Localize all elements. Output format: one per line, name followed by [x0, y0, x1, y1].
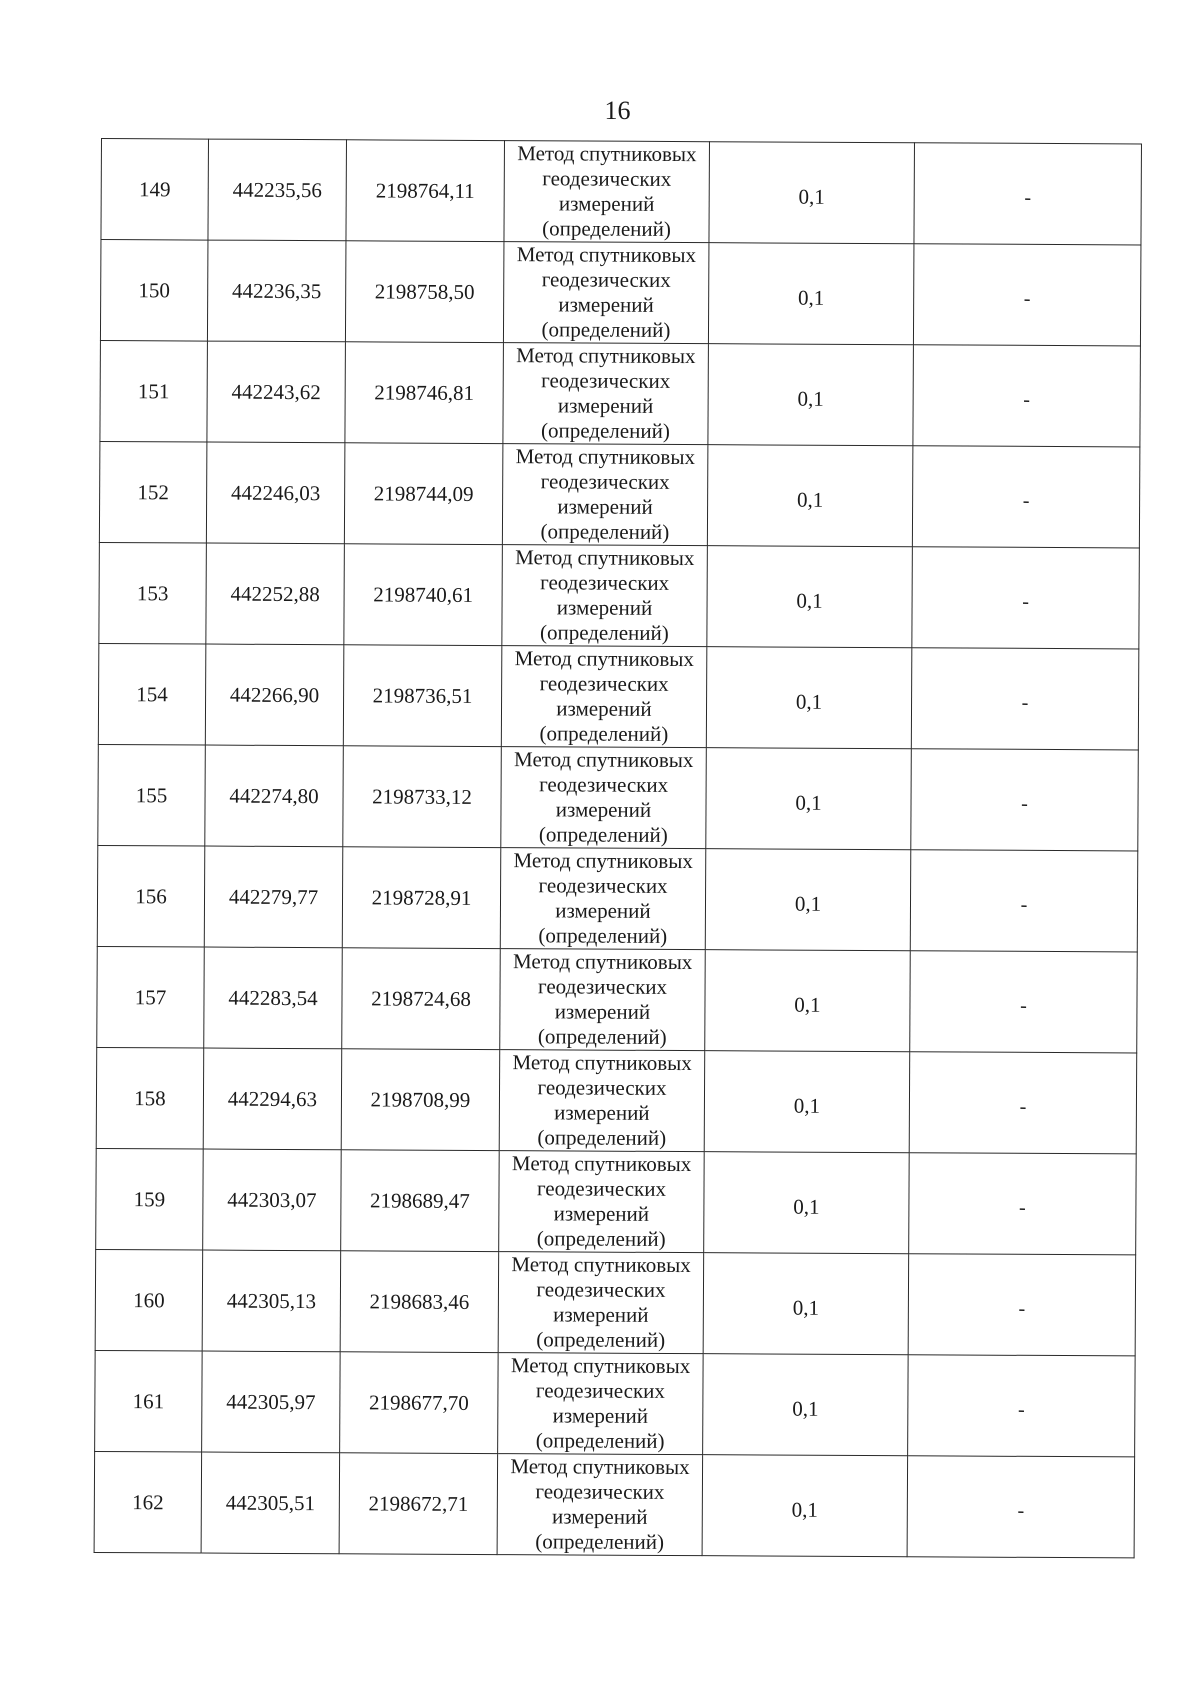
y-coordinate-cell: [343, 645, 502, 747]
y-coordinate-cell: [342, 948, 501, 1050]
method-line: геодезических: [537, 1075, 667, 1100]
method-cell: [499, 1050, 705, 1152]
x-coordinate-cell: [207, 341, 346, 443]
method-line: геодезических: [535, 1378, 666, 1403]
description-cell: [911, 648, 1139, 750]
point-number-cell: [97, 845, 205, 947]
method-line: измерений: [555, 898, 651, 923]
method-line: (определений): [541, 317, 671, 342]
method-line: Метод спутниковых: [517, 141, 697, 167]
point-number-cell-text: 149: [138, 176, 171, 201]
y-coordinate-cell: [344, 443, 503, 545]
y-coordinate-cell-text: 2198677,70: [368, 1389, 469, 1415]
point-number-cell: [95, 1350, 203, 1452]
description-cell-text: -: [1017, 1499, 1025, 1522]
y-coordinate-cell-text: 2198758,50: [374, 278, 475, 304]
accuracy-cell: [704, 1152, 910, 1254]
method-line: (определений): [536, 1226, 666, 1251]
y-coordinate-cell: [343, 746, 502, 848]
point-number-cell: [94, 1451, 202, 1553]
method-line: (определений): [535, 1428, 665, 1453]
description-cell-text: -: [1019, 1196, 1026, 1219]
description-cell: [913, 244, 1141, 346]
accuracy-cell-text: 0,1: [794, 992, 821, 1017]
method-line: измерений: [558, 292, 654, 317]
y-coordinate-cell-text: 2198736,51: [372, 682, 473, 708]
description-cell-text: -: [1018, 1297, 1026, 1320]
x-coordinate-cell-text: 442252,88: [230, 581, 320, 606]
method-line: (определений): [539, 620, 669, 645]
accuracy-cell-text: 0,1: [791, 1497, 819, 1522]
description-cell-text: -: [1020, 893, 1028, 916]
table-row: [100, 240, 1141, 346]
method-line: измерений: [553, 1302, 649, 1327]
description-cell-text: -: [1021, 691, 1029, 714]
point-number-cell: [97, 946, 205, 1048]
method-line: геодезических: [536, 1176, 667, 1201]
method-cell: [498, 1353, 704, 1455]
y-coordinate-cell-text: 2198740,61: [373, 581, 474, 607]
method-line: Метод спутниковых: [514, 747, 694, 773]
x-coordinate-cell-text: 442246,03: [230, 480, 321, 505]
description-cell-text: -: [1024, 186, 1032, 209]
method-line: Метод спутниковых: [515, 444, 696, 470]
x-coordinate-cell: [203, 1149, 342, 1251]
method-line: геодезических: [540, 469, 670, 494]
method-line: Метод спутниковых: [510, 1454, 690, 1480]
x-coordinate-cell-text: 442274,80: [229, 783, 319, 808]
accuracy-cell: [706, 748, 912, 850]
y-coordinate-cell-text: 2198683,46: [369, 1288, 470, 1314]
table-row: [97, 845, 1138, 951]
point-number-cell: [101, 139, 209, 241]
method-line: измерений: [554, 1100, 650, 1125]
point-number-cell-text: 159: [133, 1186, 166, 1211]
method-line: Метод спутниковых: [511, 1252, 691, 1278]
method-cell: [499, 1151, 705, 1253]
point-number-cell: [100, 240, 208, 342]
x-coordinate-cell-text: 442303,07: [227, 1187, 317, 1212]
point-number-cell-text: 154: [136, 681, 168, 706]
y-coordinate-cell-text: 2198746,81: [374, 379, 475, 405]
y-coordinate-cell-text: 2198728,91: [371, 884, 472, 910]
x-coordinate-cell: [206, 442, 345, 544]
y-coordinate-cell-text: 2198708,99: [370, 1086, 471, 1112]
accuracy-cell-text: 0,1: [792, 1295, 820, 1320]
x-coordinate-cell-text: 442305,97: [226, 1389, 316, 1414]
method-cell: [502, 444, 708, 546]
x-coordinate-cell: [207, 240, 346, 342]
accuracy-cell: [706, 647, 912, 749]
accuracy-cell: [703, 1253, 909, 1355]
x-coordinate-cell: [203, 1048, 342, 1150]
point-number-cell-text: 160: [133, 1287, 165, 1312]
method-line: измерений: [552, 1403, 649, 1428]
x-coordinate-cell-text: 442305,51: [225, 1490, 316, 1515]
method-line: Метод спутниковых: [515, 545, 695, 571]
method-line: Метод спутниковых: [516, 343, 696, 369]
point-number-cell-text: 152: [137, 479, 169, 504]
point-number-cell-text: 157: [134, 984, 167, 1009]
description-cell: [908, 1254, 1136, 1356]
accuracy-cell: [709, 142, 915, 244]
table-row: [98, 643, 1139, 749]
point-number-cell: [99, 441, 207, 543]
accuracy-cell-text: 0,1: [797, 386, 824, 411]
description-cell: [910, 951, 1138, 1053]
y-coordinate-cell-text: 2198672,71: [368, 1490, 469, 1516]
table-row: [99, 441, 1140, 547]
accuracy-cell-text: 0,1: [792, 1396, 819, 1421]
x-coordinate-cell-text: 442279,77: [228, 884, 319, 909]
description-cell: [912, 446, 1140, 548]
description-cell: [910, 850, 1138, 952]
method-line: измерений: [558, 191, 655, 216]
accuracy-cell-text: 0,1: [796, 487, 824, 512]
coordinates-sheet: [94, 138, 1142, 1558]
description-cell: [912, 547, 1140, 649]
method-line: измерений: [555, 797, 652, 822]
accuracy-cell-text: 0,1: [794, 891, 822, 916]
point-number-cell-text: 150: [138, 277, 171, 302]
point-number-cell: [98, 643, 206, 745]
x-coordinate-cell: [201, 1452, 340, 1554]
method-line: (определений): [537, 1125, 667, 1150]
accuracy-cell: [704, 1051, 910, 1153]
point-number-cell: [100, 340, 208, 442]
accuracy-cell: [708, 344, 914, 446]
accuracy-cell: [707, 546, 913, 648]
method-line: Метод спутниковых: [512, 1050, 692, 1076]
y-coordinate-cell-text: 2198689,47: [370, 1187, 470, 1213]
accuracy-cell: [703, 1354, 909, 1456]
description-cell-text: -: [1023, 287, 1031, 310]
point-number-cell-text: 158: [134, 1085, 166, 1110]
method-cell: [503, 242, 709, 344]
description-cell-text: -: [1022, 489, 1030, 512]
coordinates-table-body: [94, 139, 1141, 1558]
method-line: геодезических: [537, 974, 668, 999]
x-coordinate-cell: [202, 1250, 341, 1352]
method-line: (определений): [538, 822, 668, 847]
method-cell: [504, 141, 710, 243]
method-line: геодезических: [539, 772, 669, 797]
accuracy-cell-text: 0,1: [795, 790, 822, 815]
method-line: (определений): [536, 1327, 666, 1352]
table-row: [95, 1350, 1136, 1456]
method-cell: [497, 1454, 703, 1556]
description-cell-text: -: [1020, 994, 1027, 1017]
table-row: [99, 542, 1140, 648]
table-row: [94, 1451, 1135, 1557]
y-coordinate-cell: [339, 1453, 498, 1555]
point-number-cell-text: 155: [135, 782, 168, 807]
y-coordinate-cell: [346, 140, 505, 242]
description-cell-text: -: [1023, 388, 1031, 411]
table-row: [101, 139, 1142, 245]
description-cell: [908, 1355, 1136, 1457]
method-line: Метод спутниковых: [512, 949, 693, 975]
y-coordinate-cell: [340, 1251, 499, 1353]
accuracy-cell-text: 0,1: [797, 285, 825, 310]
method-line: измерений: [557, 393, 654, 418]
method-line: Метод спутниковых: [514, 646, 694, 672]
method-cell: [498, 1252, 704, 1354]
x-coordinate-cell-text: 442266,90: [229, 682, 320, 707]
page-number: 16: [604, 96, 631, 125]
x-coordinate-cell: [205, 644, 344, 746]
accuracy-cell: [705, 950, 911, 1052]
point-number-cell-text: 162: [132, 1489, 164, 1514]
point-number-cell: [96, 1047, 204, 1149]
table-row: [96, 1047, 1137, 1153]
method-line: (определений): [538, 923, 668, 948]
table-row: [98, 744, 1139, 850]
method-cell: [501, 646, 707, 748]
method-line: (определений): [540, 519, 670, 544]
x-coordinate-cell-text: 442235,56: [232, 177, 322, 202]
method-line: геодезических: [538, 873, 668, 898]
y-coordinate-cell: [341, 1049, 500, 1151]
method-line: геодезических: [535, 1479, 665, 1504]
description-cell-text: -: [1017, 1398, 1025, 1421]
x-coordinate-cell: [206, 543, 345, 645]
y-coordinate-cell-text: 2198733,12: [372, 783, 472, 809]
accuracy-cell-text: 0,1: [793, 1093, 821, 1118]
description-cell-text: -: [1019, 1095, 1027, 1118]
method-line: геодезических: [536, 1277, 666, 1302]
table-row: [96, 1148, 1137, 1254]
x-coordinate-cell: [202, 1351, 341, 1453]
accuracy-cell-text: 0,1: [793, 1194, 820, 1219]
method-line: геодезических: [541, 267, 671, 292]
description-cell-text: -: [1021, 792, 1028, 815]
method-cell: [503, 343, 709, 445]
point-number-cell-text: 151: [137, 378, 170, 403]
description-cell: [909, 1153, 1137, 1255]
y-coordinate-cell-text: 2198764,11: [375, 177, 475, 203]
x-coordinate-cell: [208, 139, 347, 241]
y-coordinate-cell: [345, 241, 504, 343]
accuracy-cell: [707, 445, 913, 547]
accuracy-cell-text: 0,1: [796, 588, 823, 613]
point-number-cell-text: 161: [132, 1388, 165, 1413]
x-coordinate-cell: [205, 745, 344, 847]
method-line: Метод спутниковых: [513, 848, 693, 874]
y-coordinate-cell: [341, 1150, 500, 1252]
method-line: измерений: [554, 999, 651, 1024]
x-coordinate-cell-text: 442243,62: [231, 379, 321, 404]
accuracy-cell-text: 0,1: [798, 184, 825, 209]
accuracy-cell: [702, 1455, 908, 1557]
method-line: измерений: [557, 494, 653, 519]
method-line: Метод спутниковых: [510, 1353, 691, 1379]
y-coordinate-cell-text: 2198724,68: [371, 985, 471, 1011]
method-line: (определений): [535, 1529, 665, 1554]
point-number-cell: [99, 542, 207, 644]
y-coordinate-cell: [340, 1352, 499, 1454]
point-number-cell-text: 156: [135, 883, 167, 908]
x-coordinate-cell: [204, 947, 343, 1049]
method-line: Метод спутниковых: [511, 1151, 692, 1177]
method-line: измерений: [556, 595, 653, 620]
y-coordinate-cell: [345, 342, 504, 444]
table-row: [97, 946, 1138, 1052]
method-line: измерений: [552, 1504, 648, 1529]
description-cell: [907, 1456, 1135, 1558]
method-line: измерений: [556, 696, 652, 721]
point-number-cell: [95, 1249, 203, 1351]
accuracy-cell: [708, 243, 914, 345]
method-line: (определений): [541, 418, 670, 443]
point-number-cell-text: 153: [136, 580, 169, 605]
y-coordinate-cell-text: 2198744,09: [373, 480, 474, 506]
y-coordinate-cell: [342, 847, 501, 949]
accuracy-cell-text: 0,1: [795, 689, 823, 714]
x-coordinate-cell-text: 442236,35: [232, 278, 322, 303]
method-line: (определений): [537, 1024, 667, 1049]
method-line: геодезических: [540, 570, 670, 595]
method-cell: [500, 848, 706, 950]
accuracy-cell: [705, 849, 911, 951]
point-number-cell: [98, 744, 206, 846]
y-coordinate-cell: [344, 544, 503, 646]
method-cell: [501, 747, 707, 849]
point-number-cell: [96, 1148, 204, 1250]
method-line: Метод спутниковых: [516, 242, 697, 268]
x-coordinate-cell-text: 442305,13: [226, 1288, 317, 1313]
description-cell: [909, 1052, 1137, 1154]
x-coordinate-cell-text: 442283,54: [228, 985, 318, 1010]
x-coordinate-cell-text: 442294,63: [227, 1086, 318, 1111]
method-line: измерений: [553, 1201, 650, 1226]
description-cell: [911, 749, 1139, 851]
method-cell: [502, 545, 708, 647]
method-line: геодезических: [542, 166, 672, 191]
description-cell: [914, 143, 1142, 245]
method-line: (определений): [542, 216, 671, 241]
description-cell-text: -: [1022, 590, 1029, 613]
method-cell: [500, 949, 706, 1051]
coordinates-table: [94, 138, 1142, 1558]
method-line: геодезических: [539, 671, 669, 696]
table-row: [95, 1249, 1136, 1355]
x-coordinate-cell: [204, 846, 343, 948]
method-line: (определений): [539, 721, 669, 746]
method-line: геодезических: [541, 368, 671, 393]
table-row: [100, 340, 1141, 446]
description-cell: [913, 345, 1141, 447]
